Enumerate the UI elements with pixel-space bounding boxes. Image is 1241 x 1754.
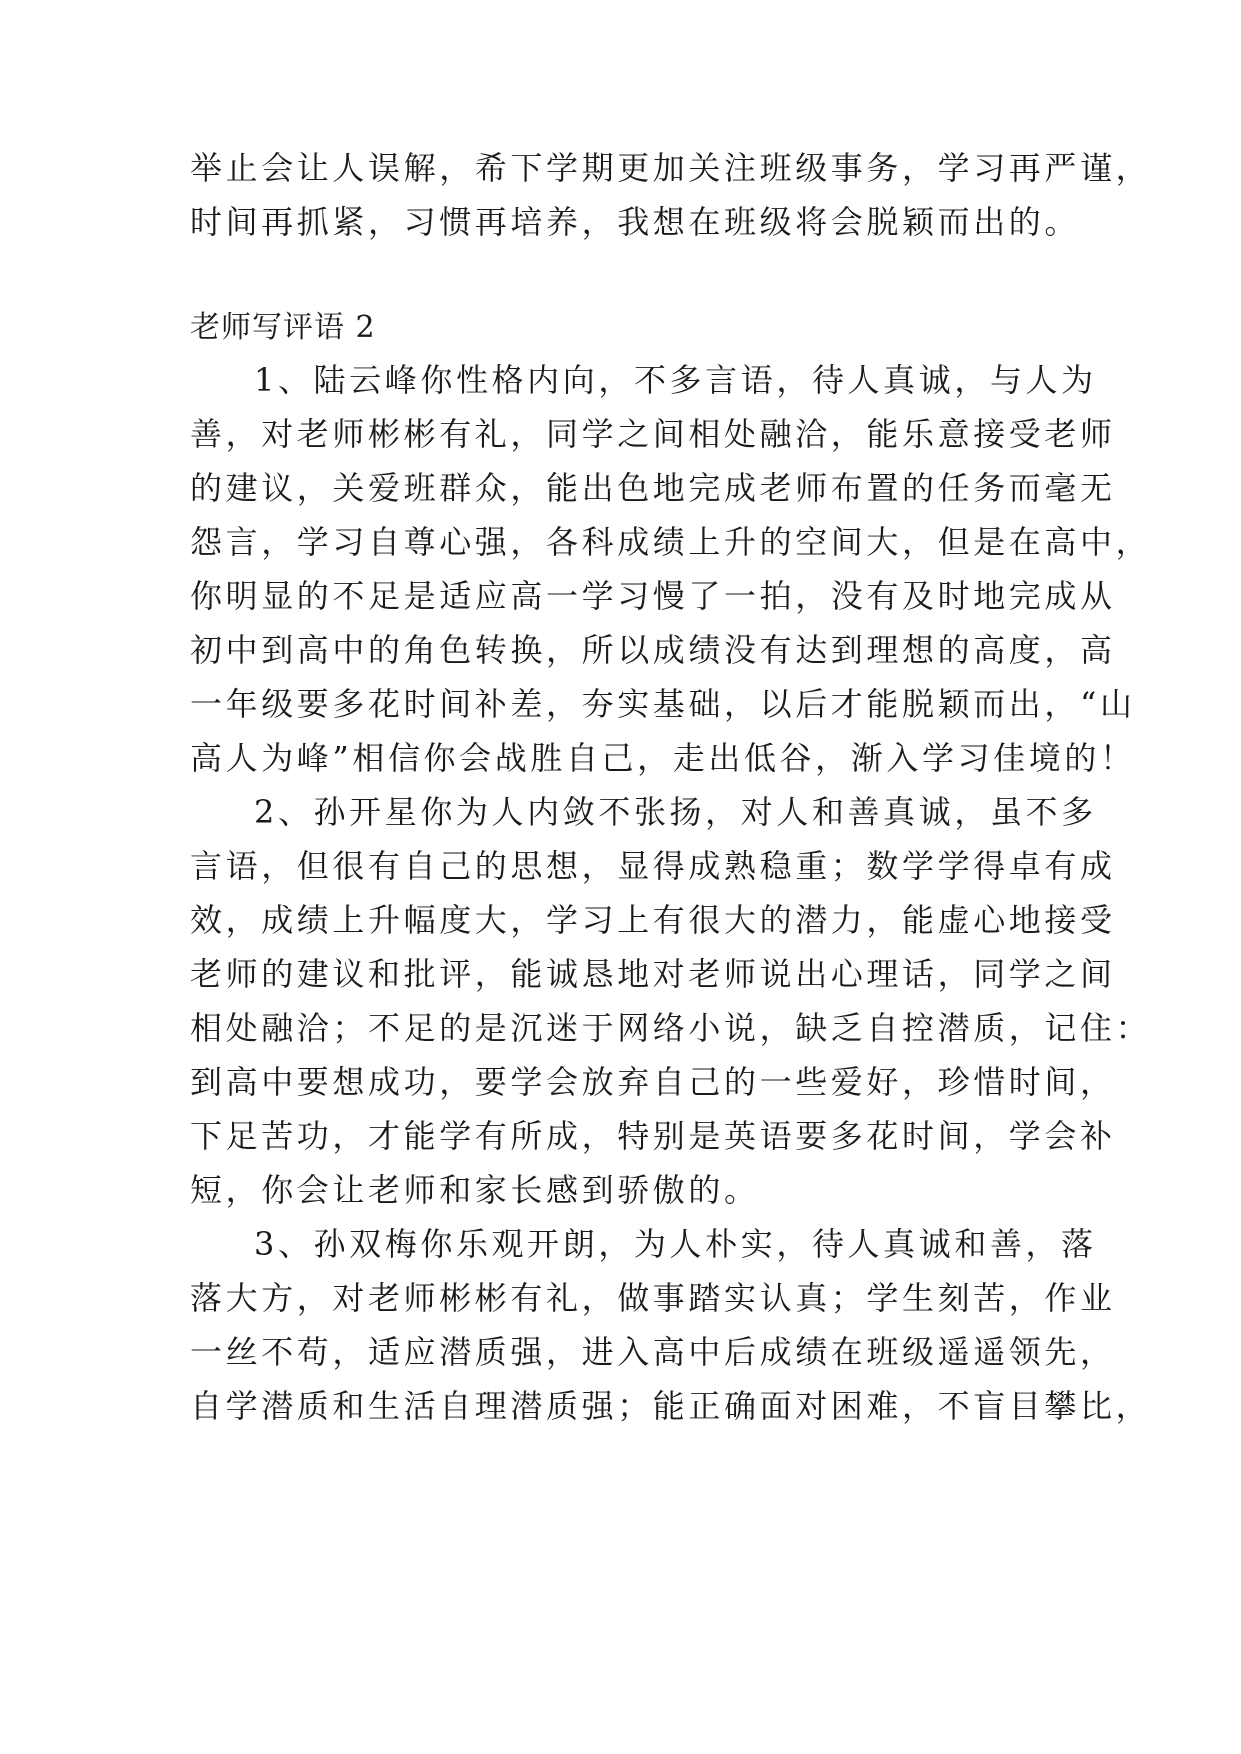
paragraph-3-line: 一丝不苟，适应潜质强，进入高中后成绩在班级遥遥领先， xyxy=(190,1333,1116,1371)
paragraph-3-line: 落大方，对老师彬彬有礼，做事踏实认真；学生刻苦，作业 xyxy=(190,1279,1116,1317)
paragraph-2-line: 相处融洽；不足的是沉迷于网络小说，缺乏自控潜质，记住： xyxy=(190,1009,1152,1047)
paragraph-2-line: 下足苦功，才能学有所成，特别是英语要多花时间，学会补 xyxy=(190,1117,1116,1155)
section-heading: 老师写评语 2 xyxy=(190,310,376,345)
paragraph-1-line: 一年级要多花时间补差，夯实基础，以后才能脱颖而出，“山 xyxy=(190,685,1136,723)
intro-line: 时间再抓紧，习惯再培养，我想在班级将会脱颖而出的。 xyxy=(190,203,1081,241)
paragraph-2-line: 到高中要想成功，要学会放弃自己的一些爱好，珍惜时间， xyxy=(190,1063,1116,1101)
paragraph-1-line: 1、陆云峰你性格内向，不多言语，待人真诚，与人为 xyxy=(254,361,1097,399)
paragraph-1-line: 高人为峰”相信你会战胜自己，走出低谷，渐入学习佳境的！ xyxy=(190,739,1136,777)
paragraph-2-line: 效，成绩上升幅度大，学习上有很大的潜力，能虚心地接受 xyxy=(190,901,1116,939)
paragraph-2-line: 2、孙开星你为人内敛不张扬，对人和善真诚，虽不多 xyxy=(254,793,1097,831)
paragraph-1-line: 初中到高中的角色转换，所以成绩没有达到理想的高度，高 xyxy=(190,631,1116,669)
paragraph-1-line: 怨言，学习自尊心强，各科成绩上升的空间大，但是在高中， xyxy=(190,523,1152,561)
paragraph-3-line: 3、孙双梅你乐观开朗，为人朴实，待人真诚和善，落 xyxy=(254,1225,1097,1263)
paragraph-2-line: 言语，但很有自己的思想，显得成熟稳重；数学学得卓有成 xyxy=(190,847,1116,885)
paragraph-1-line: 你明显的不足是适应高一学习慢了一拍，没有及时地完成从 xyxy=(190,577,1116,615)
intro-line: 举止会让人误解，希下学期更加关注班级事务，学习再严谨， xyxy=(190,149,1152,187)
paragraph-3-line: 自学潜质和生活自理潜质强；能正确面对困难，不盲目攀比， xyxy=(190,1387,1152,1425)
paragraph-1-line: 的建议，关爱班群众，能出色地完成老师布置的任务而毫无 xyxy=(190,469,1116,507)
paragraph-1-line: 善，对老师彬彬有礼，同学之间相处融洽，能乐意接受老师 xyxy=(190,415,1116,453)
paragraph-2-line: 短，你会让老师和家长感到骄傲的。 xyxy=(190,1171,760,1209)
paragraph-2-line: 老师的建议和批评，能诚恳地对老师说出心理话，同学之间 xyxy=(190,955,1116,993)
